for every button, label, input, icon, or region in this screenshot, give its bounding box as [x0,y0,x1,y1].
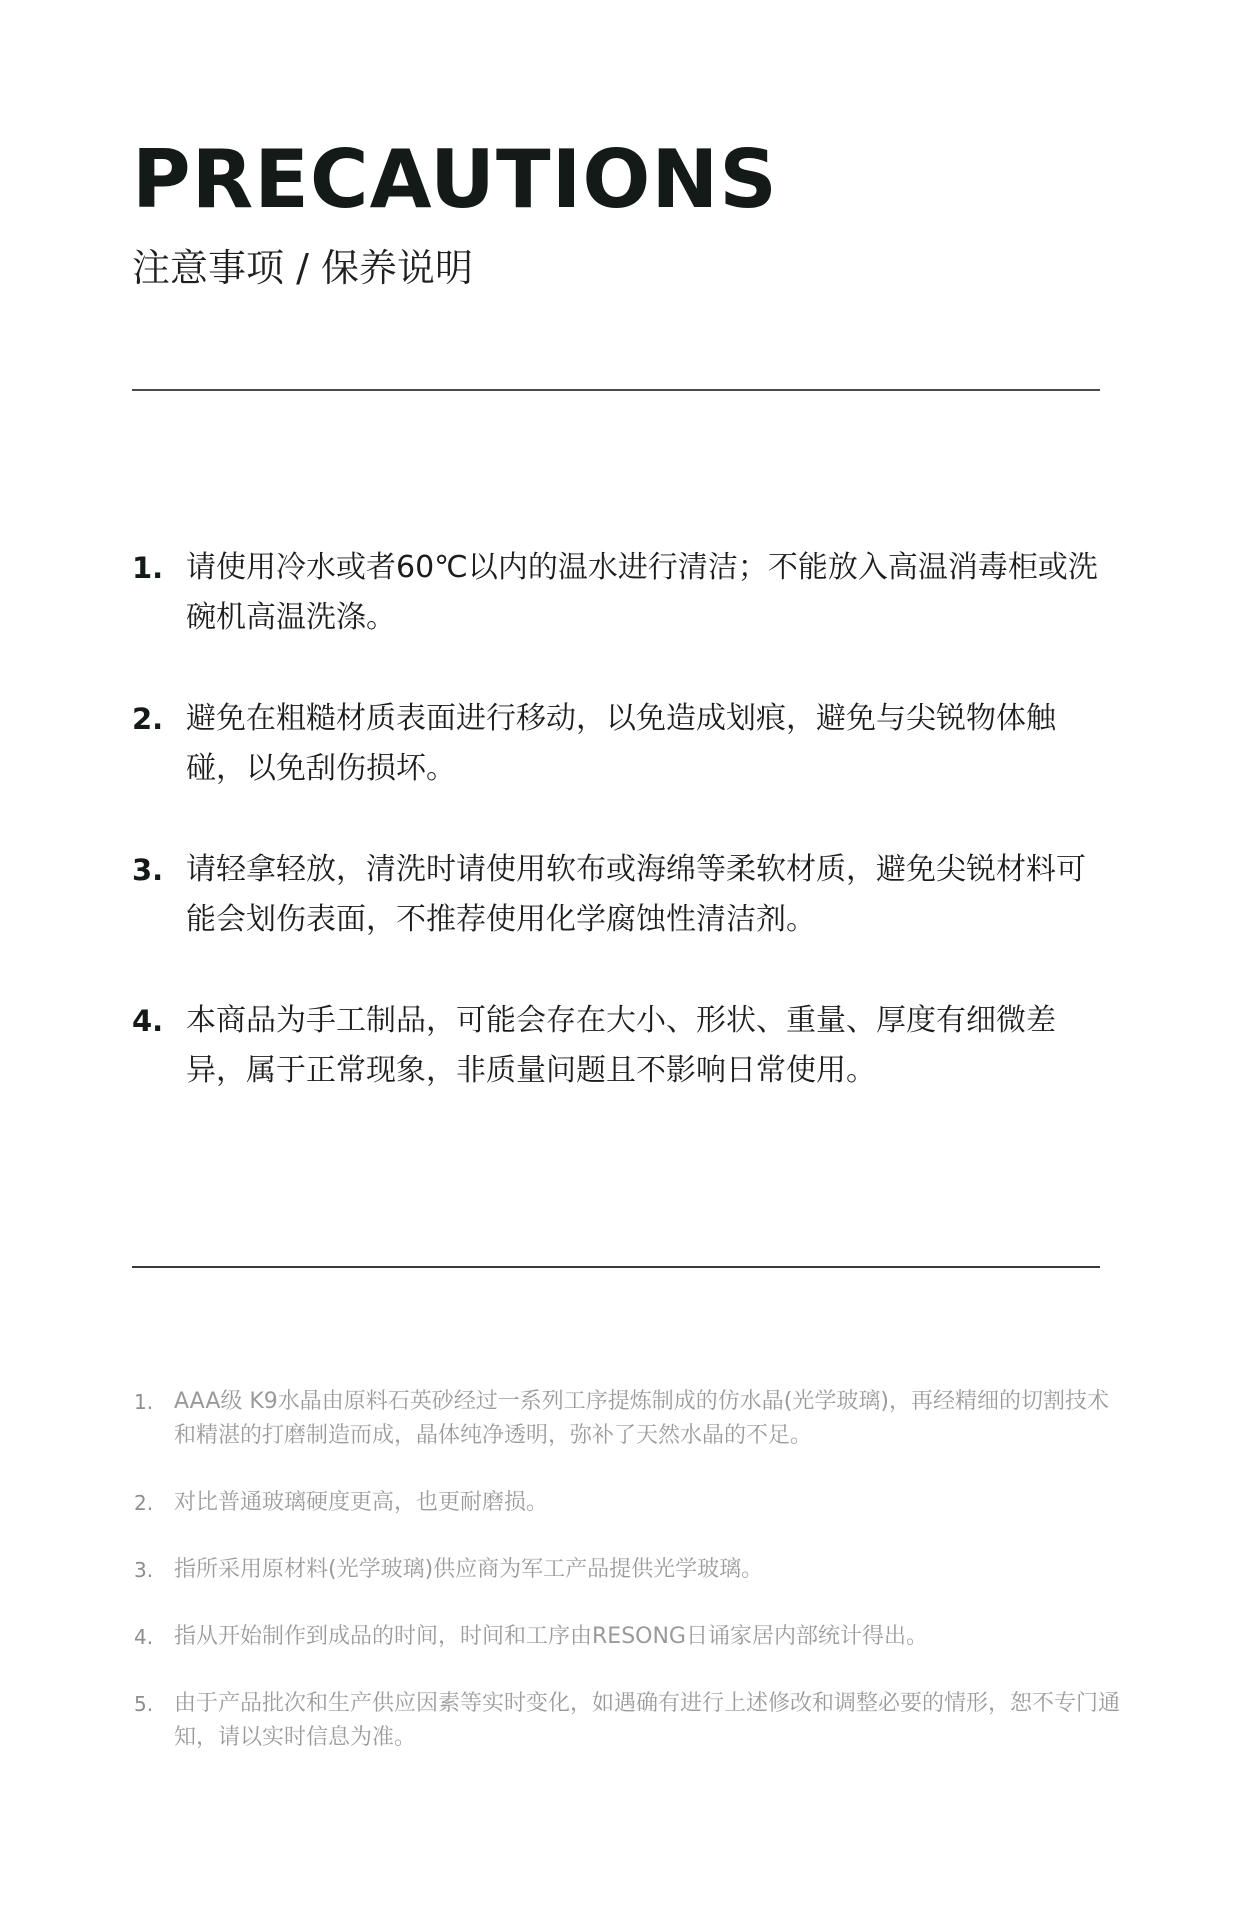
precaution-number: 2. [132,702,164,736]
precaution-text: 请轻拿轻放，清洗时请使用软布或海绵等柔软材质，避免尖锐材料可能会划伤表面，不推荐使用化学腐蚀性清洁剂。 [186,852,1086,937]
bottom-divider [132,1266,1100,1268]
footnote-item [134,1486,1124,1520]
footnote-text: 指所采用原材料(光学玻璃)供应商为军工产品提供光学玻璃。 [174,1557,764,1582]
top-divider [132,389,1100,391]
precaution-number: 3. [132,853,164,887]
footnotes-list [134,1385,1124,1788]
precaution-text: 请使用冷水或者60℃以内的温水进行清洁；不能放入高温消毒柜或洗碗机高温洗涤。 [186,550,1098,635]
footnote-item [134,1553,1124,1587]
footnote-number: 1. [134,1390,154,1414]
precaution-number: 4. [132,1004,164,1038]
footnote-item [134,1687,1124,1755]
footnote-number: 4. [134,1625,154,1649]
precautions-list [132,543,1100,1147]
precaution-number: 1. [132,551,164,585]
precaution-item [132,845,1100,945]
precaution-item [132,543,1100,643]
precaution-item [132,694,1100,794]
footnote-number: 2. [134,1491,154,1515]
precaution-text: 本商品为手工制品，可能会存在大小、形状、重量、厚度有细微差异，属于正常现象，非质量问题且不影响日常使用。 [186,1003,1056,1088]
footnote-text: AAA级 K9水晶由原料石英砂经过一系列工序提炼制成的仿水晶(光学玻璃)，再经精细的切割技术和精湛的打磨制造而成，晶体纯净透明，弥补了天然水晶的不足。 [174,1389,1109,1448]
page-subtitle: 注意事项 / 保养说明 [132,246,473,290]
footnote-number: 3. [134,1558,154,1582]
footnote-text: 指从开始制作到成品的时间，时间和工序由RESONG日诵家居内部统计得出。 [174,1624,928,1649]
footnote-text: 对比普通玻璃硬度更高，也更耐磨损。 [174,1490,549,1515]
footnote-item [134,1385,1124,1453]
page-title: PRECAUTIONS [132,133,778,226]
precaution-text: 避免在粗糙材质表面进行移动，以免造成划痕，避免与尖锐物体触碰，以免刮伤损坏。 [186,701,1056,786]
footnote-text: 由于产品批次和生产供应因素等实时变化，如遇确有进行上述修改和调整必要的情形，恕不专门通知，请以实时信息为准。 [174,1691,1121,1750]
footnote-item [134,1620,1124,1654]
precaution-item [132,996,1100,1096]
footnote-number: 5. [134,1692,154,1716]
